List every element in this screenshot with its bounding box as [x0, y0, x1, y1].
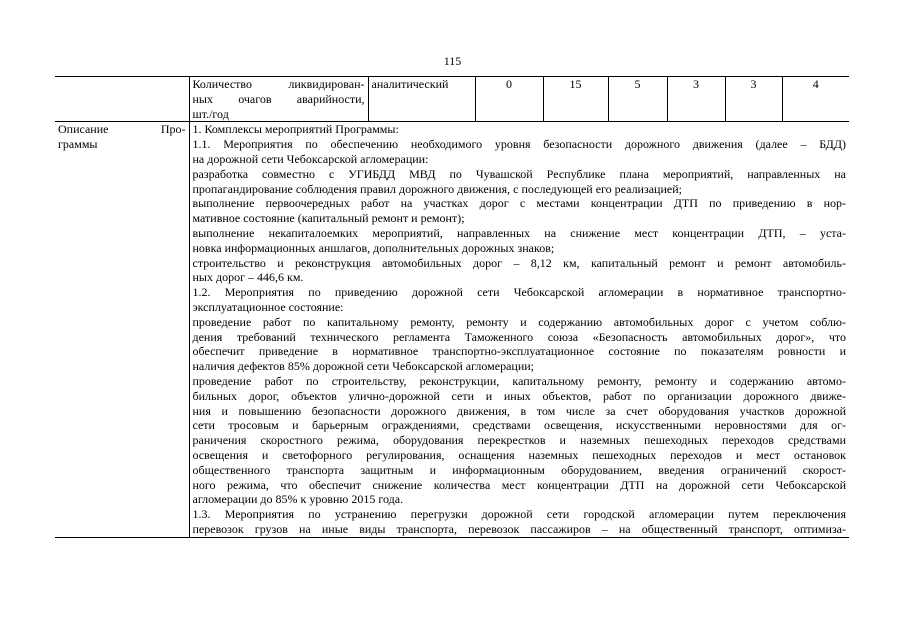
description-line: разработка совместно с УГИБДД МВД по Чувашской Республике плана мероприятий, направленных на: [192, 166, 846, 181]
description-line: раничения скоростного режима, оборудования перекрестков и наземных пешеходных переходов средствами: [192, 433, 846, 448]
description-line: проведение работ по капитальному ремонту, ремонту и содержанию автомобильных дорог с учетом соблю-: [192, 314, 846, 329]
description-line: на дорожной сети Чебоксарской агломерации:: [192, 151, 429, 166]
description-text: [193, 122, 847, 536]
description-line: общественного транспорта защитным и информационным оборудованием, введения ограничений скорост-: [192, 462, 846, 477]
description-line: строительство и реконструкция автомобильных дорог – 8,12 км, капитальный ремонт и ремонт автомобиль-: [192, 255, 846, 270]
description-line: эксплуатационное состояние:: [192, 299, 344, 314]
description-line: новка информационных аншлагов, дополнительных дорожных знаков;: [192, 240, 555, 255]
description-line: наличия дефектов 85% дорожной сети Чебоксарской агломерации;: [192, 359, 535, 374]
indicator-row: [55, 77, 849, 122]
description-text-cell: [189, 122, 849, 537]
description-line: бильных дорог, объектов улично-дорожной сети и иных объектов, работ по организации дорожного движе-: [192, 388, 846, 403]
indicator-name-line: ных очагов аварийности,: [192, 91, 365, 106]
description-label-cell: [55, 122, 189, 537]
value-cell: 4: [782, 77, 849, 122]
description-line: выполнение первоочередных работ на участках дорог с местами концентрации ДТП по приведению в нор-: [192, 196, 846, 211]
value-cell: 5: [608, 77, 667, 122]
description-line: пропагандирование соблюдения правил дорожного движения, с последующей его реализацией;: [192, 181, 682, 196]
description-line: ного режима, что обеспечит снижение количества мест концентрации ДТП на дорожной сети Чебоксарской: [192, 477, 846, 492]
description-label-word: Про-: [160, 122, 186, 137]
description-line: ных дорог – 446,6 км.: [192, 270, 304, 285]
description-line: перевозок грузов на иные виды транспорта, перевозок пассажиров – на общественный транспорт, оптимиза-: [192, 521, 846, 536]
description-line: 1.3. Мероприятия по устранению перегрузки дорожной сети городской агломерации путем переключения: [192, 507, 846, 522]
value-cell: 15: [543, 77, 608, 122]
value-cell: 0: [475, 77, 543, 122]
method-cell: аналитический: [368, 77, 475, 122]
indicator-name-line: Количество ликвидирован-: [192, 77, 365, 91]
indicator-name-cell: [189, 77, 368, 122]
description-line: сети тросовым и барьерным ограждениями, средствами освещения, искусственными неровностями для ог-: [192, 418, 846, 433]
page-number: 115: [443, 54, 462, 68]
indicator-name-line: шт./год: [192, 106, 229, 121]
description-line: обеспечит приведение в нормативное транспортно-эксплуатационное состояние по показателям ровности и: [192, 344, 846, 359]
program-passport-table: [55, 76, 849, 538]
description-line: дения требований технического регламента Таможенного союза «Безопасность автомобильных дорог», что: [192, 329, 846, 344]
description-row: [55, 122, 849, 537]
description-line: проведение работ по строительству, реконструкции, капитальному ремонту, ремонту и содержанию автомо-: [192, 373, 846, 388]
description-line: мативное состояние (капитальный ремонт и ремонт);: [192, 211, 465, 226]
description-line: 1.1. Мероприятия по обеспечению необходимого уровня безопасности дорожного движения (далее – БДД): [192, 137, 846, 152]
description-line: ния и повышению безопасности дорожного движения, в том числе за счет оборудования участков дорожной: [192, 403, 846, 418]
description-label: [58, 122, 186, 137]
description-line: 1. Комплексы мероприятий Программы:: [192, 122, 399, 137]
description-label-continuation: граммы: [58, 137, 98, 152]
indicator-empty-cell: [55, 77, 189, 122]
description-line: агломерации до 85% к уровню 2015 года.: [192, 492, 404, 507]
description-label-word: Описание: [58, 122, 109, 137]
description-line: освещения и светофорного регулирования, оснащения наземных пешеходных переходов и мест остановок: [192, 447, 846, 462]
value-cell: 3: [667, 77, 725, 122]
description-line: выполнение некапиталоемких мероприятий, направленных на снижение мест концентрации ДТП, – уста-: [192, 225, 846, 240]
description-line: 1.2. Мероприятия по приведению дорожной сети Чебоксарской агломерации в нормативное транспортно-: [192, 285, 846, 300]
value-cell: 3: [725, 77, 782, 122]
